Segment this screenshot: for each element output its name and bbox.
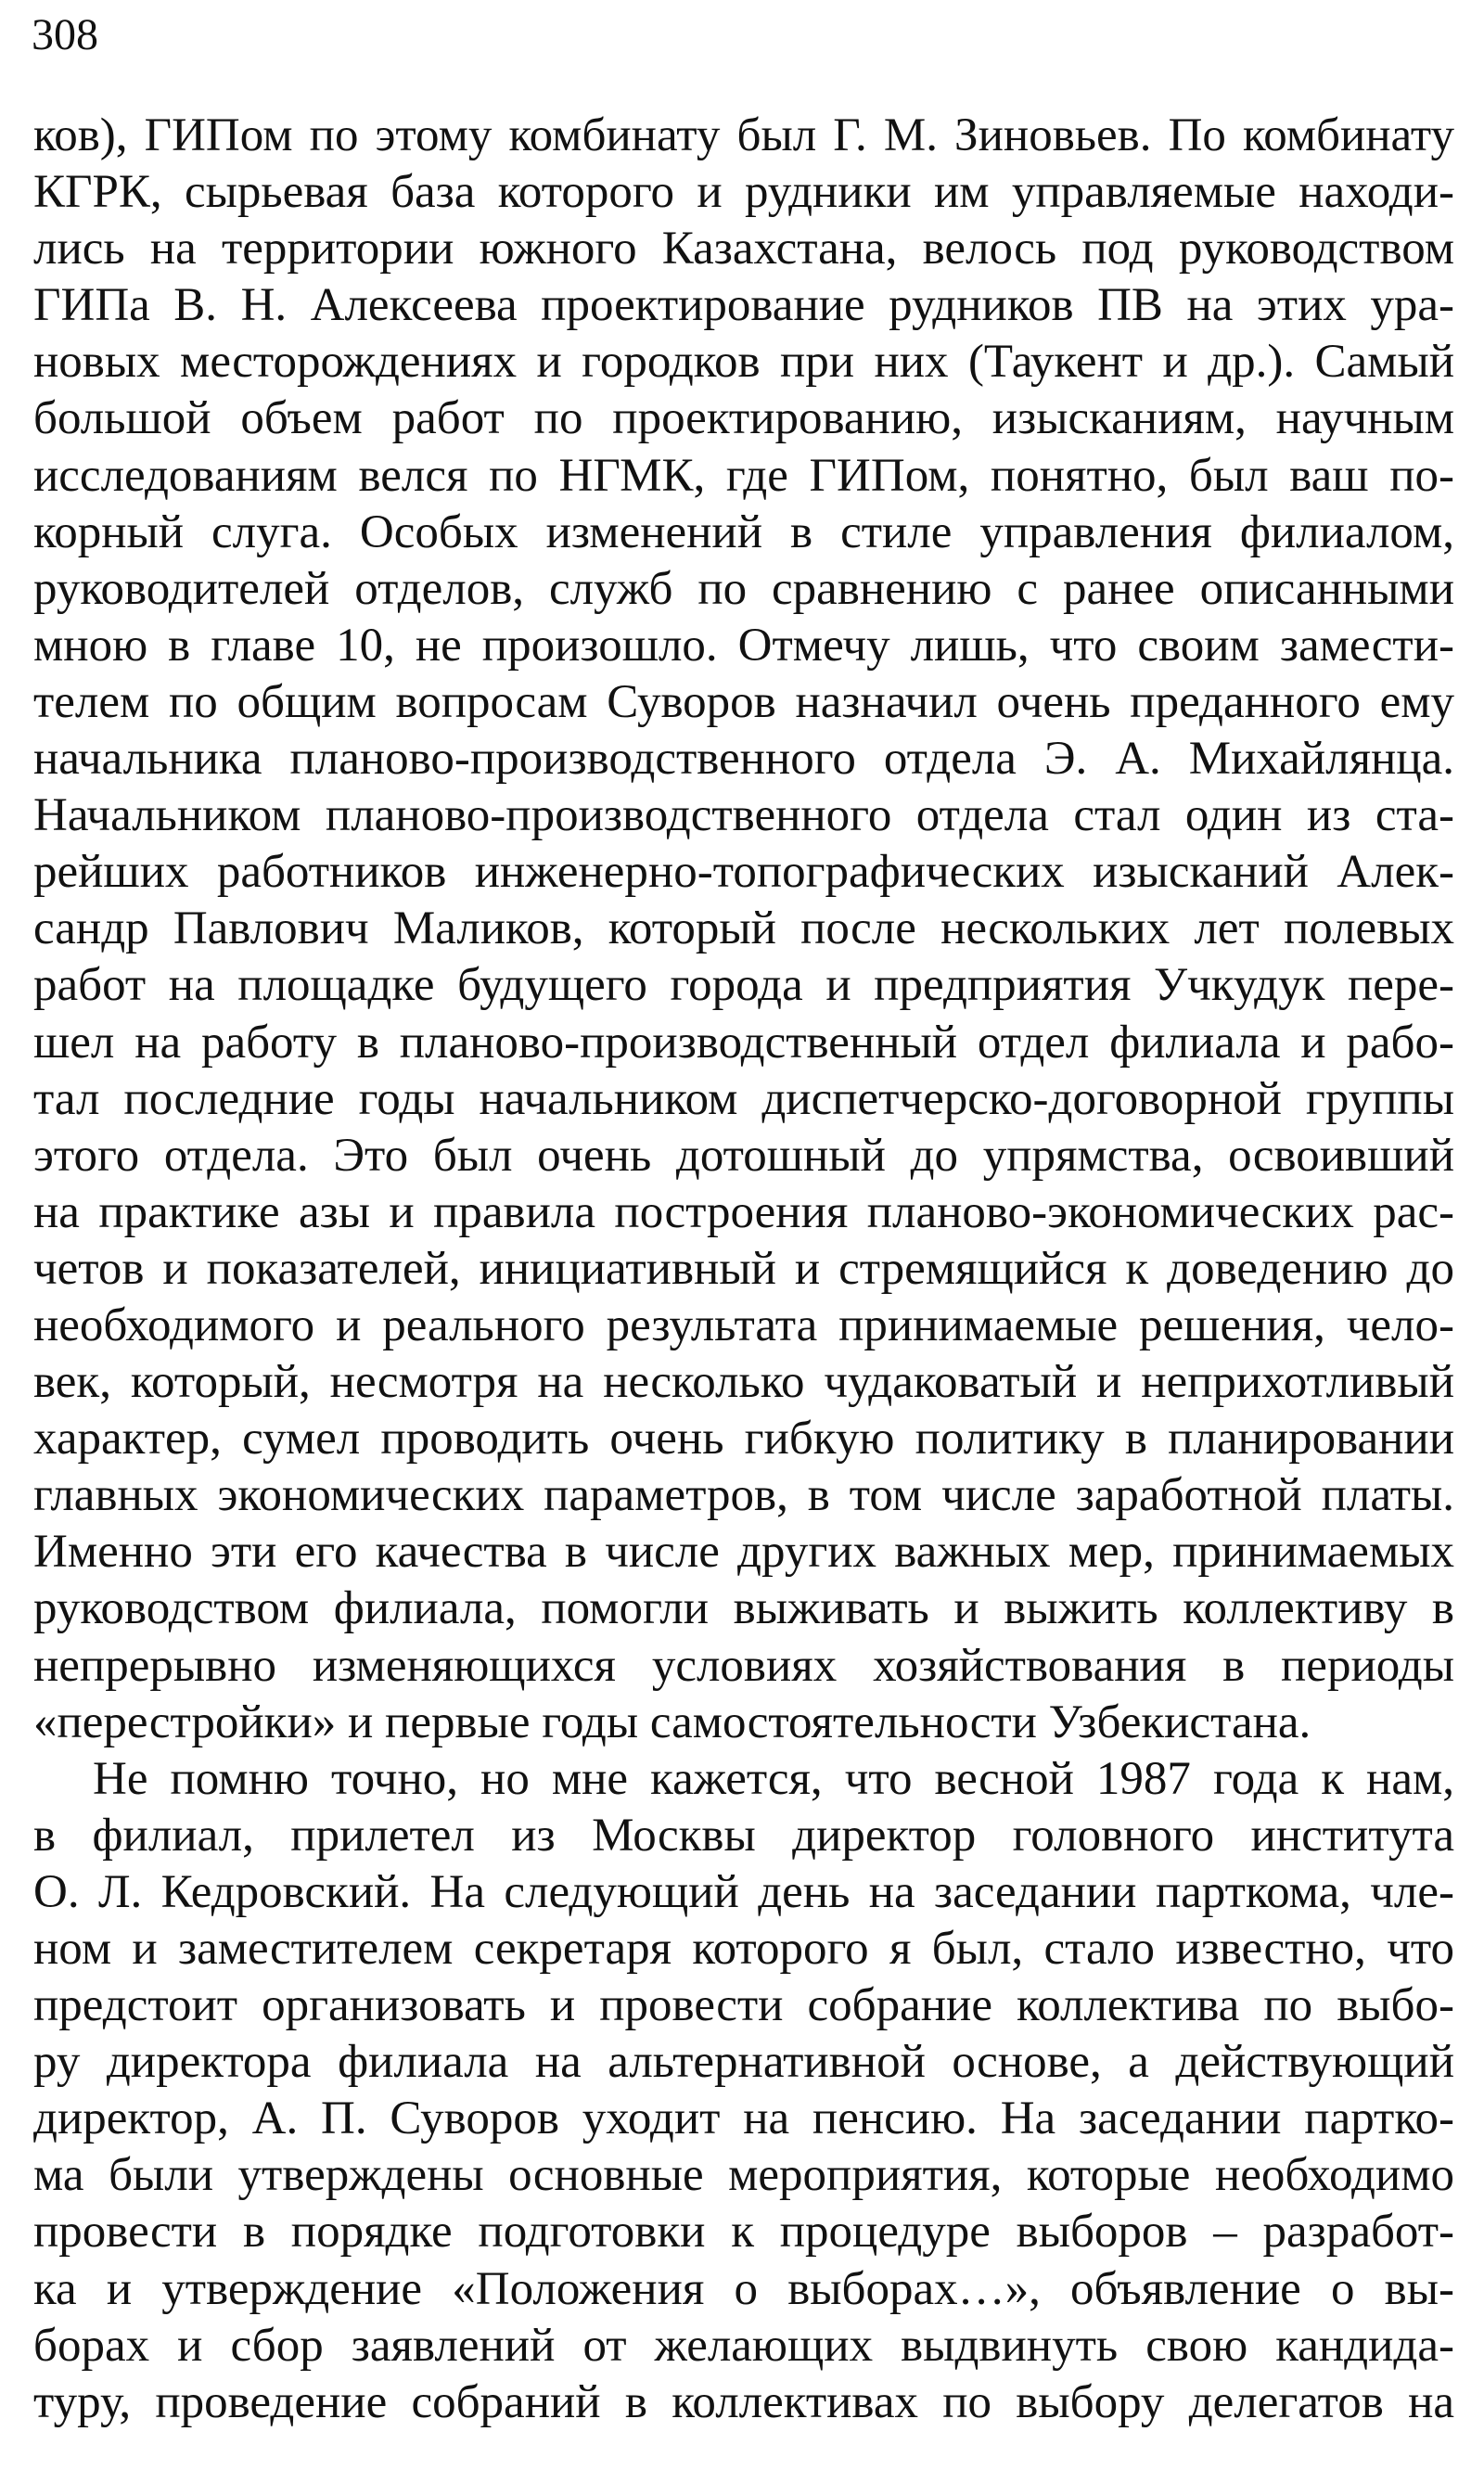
text-line: провести в порядке подготовки к процедуре выборов – разработ-: [33, 2206, 1454, 2259]
text-line: непрерывно изменяющихся условиях хозяйствования в периоды: [33, 1639, 1454, 1692]
text-line: век, который, несмотря на несколько чудаковатый и неприхотливый: [33, 1356, 1454, 1409]
text-line: четов и показателей, инициативный и стремящийся к доведению до: [33, 1242, 1454, 1295]
text-line: на практике азы и правила построения планово-экономических рас-: [33, 1185, 1454, 1238]
text-line: ру директора филиала на альтернативной основе, а действующий: [33, 2036, 1454, 2089]
text-line: характер, сумел проводить очень гибкую политику в планировании: [33, 1413, 1454, 1465]
text-line: начальника планово-производственного отдела Э. А. Михайлянца.: [33, 733, 1454, 786]
text-line: этого отдела. Это был очень дотошный до упрямства, освоивший: [33, 1129, 1454, 1182]
text-line: ка и утверждение «Положения о выборах…», объявление о вы-: [33, 2262, 1454, 2315]
text-line: ГИПа В. Н. Алексеева проектирование рудников ПВ на этих ура-: [33, 279, 1454, 332]
text-line: директор, А. П. Суворов уходит на пенсию. На заседании партко-: [33, 2093, 1454, 2145]
text-line: КГРК, сырьевая база которого и рудники им управляемые находи-: [33, 166, 1454, 219]
text-line: шел на работу в планово-производственный отдел филиала и рабо-: [33, 1016, 1454, 1069]
text-line: тал последние годы начальником диспетчерско-договорной группы: [33, 1072, 1454, 1125]
text-line: рейших работников инженерно-топографических изысканий Алек-: [33, 846, 1454, 899]
text-line: корный слуга. Особых изменений в стиле управления филиалом,: [33, 506, 1454, 558]
text-line: Не помню точно, но мне кажется, что весной 1987 года к нам,: [93, 1752, 1454, 1805]
text-line: лись на территории южного Казахстана, велось под руководством: [33, 223, 1454, 275]
text-line: О. Л. Кедровский. На следующий день на заседании парткома, чле-: [33, 1865, 1454, 1918]
body-text: [33, 108, 1454, 2431]
text-line: в филиал, прилетел из Москвы директор головного института: [33, 1809, 1454, 1862]
text-line: большой объем работ по проектированию, изысканиям, научным: [33, 392, 1454, 445]
text-line: новых месторождениях и городков при них (Таукент и др.). Самый: [33, 336, 1454, 389]
text-line: предстоит организовать и провести собрание коллектива по выбо-: [33, 1979, 1454, 2032]
text-line: мною в главе 10, не произошло. Отмечу лишь, что своим замести-: [33, 619, 1454, 672]
text-line: необходимого и реального результата принимаемые решения, чело-: [33, 1299, 1454, 1351]
text-line: сандр Павлович Маликов, который после нескольких лет полевых: [33, 902, 1454, 955]
text-line: ков), ГИПом по этому комбинату был Г. М. Зиновьев. По комбинату: [33, 109, 1454, 161]
text-line: исследованиям велся по НГМК, где ГИПом, понятно, был ваш по-: [33, 449, 1454, 502]
text-line: работ на площадке будущего города и предприятия Учкудук пере-: [33, 959, 1454, 1012]
page-number: 308: [32, 10, 98, 59]
text-line: туру, проведение собраний в коллективах по выбору делегатов на: [33, 2375, 1454, 2428]
text-line: главных экономических параметров, в том числе заработной платы.: [33, 1469, 1454, 1522]
text-line: руководством филиала, помогли выживать и выжить коллективу в: [33, 1582, 1454, 1635]
text-line: ном и заместителем секретаря которого я был, стало известно, что: [33, 1923, 1454, 1975]
text-line: ма были утверждены основные мероприятия, которые необходимо: [33, 2149, 1454, 2202]
text-line: Именно эти его качества в числе других важных мер, принимаемых: [33, 1526, 1454, 1579]
text-line: Начальником планово-производственного отдела стал один из ста-: [33, 789, 1454, 842]
text-line: борах и сбор заявлений от желающих выдвинуть свою кандида-: [33, 2319, 1454, 2372]
text-line: телем по общим вопросам Суворов назначил очень преданного ему: [33, 675, 1454, 728]
text-line: руководителей отделов, служб по сравнению с ранее описанными: [33, 562, 1454, 615]
text-line: «перестройки» и первые годы самостоятельности Узбекистана.: [33, 1696, 1311, 1748]
